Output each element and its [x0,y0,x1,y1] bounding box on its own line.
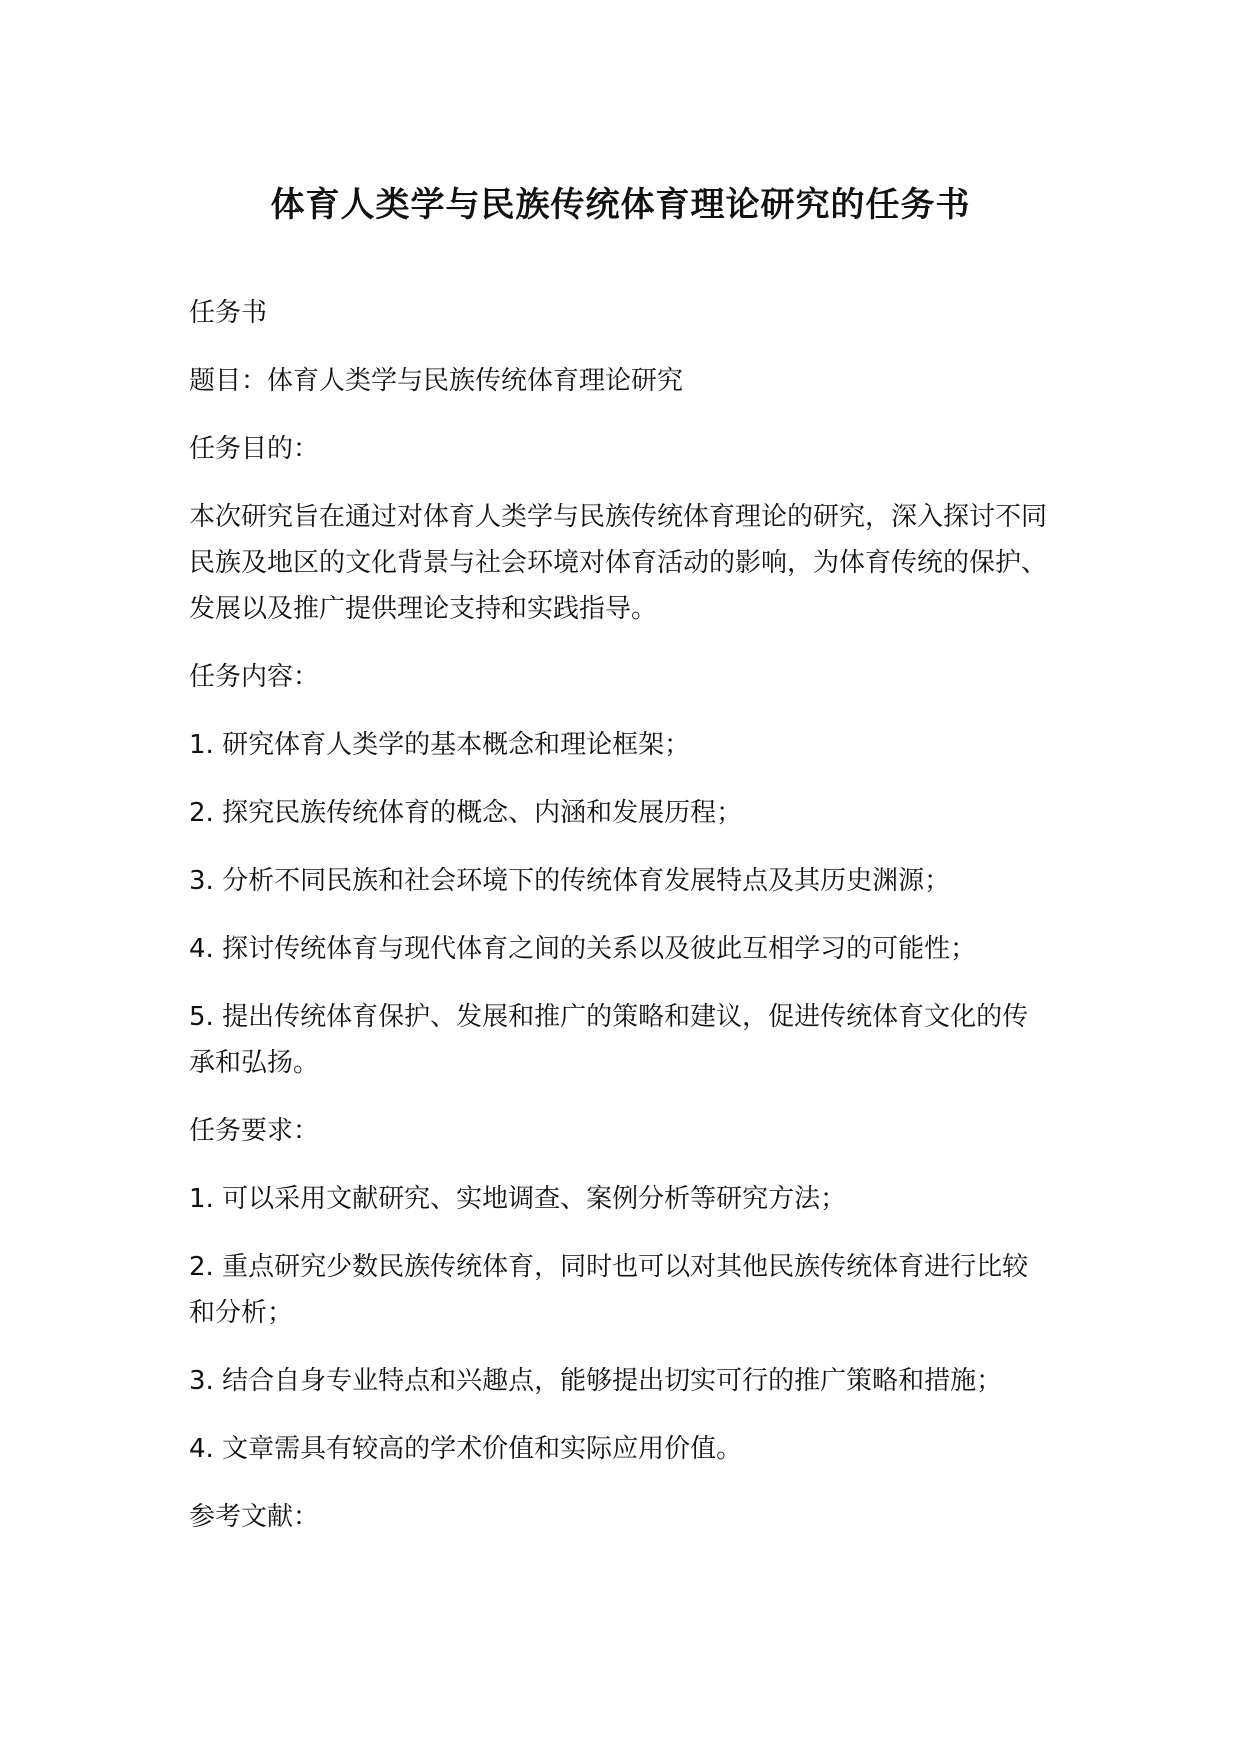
section-heading-requirements: 任务要求： [189,1116,320,1146]
content-item: 4. 探讨传统体育与现代体育之间的关系以及彼此互相学习的可能性； [189,934,977,964]
content-item: 3. 分析不同民族和社会环境下的传统体育发展特点及其历史渊源； [189,866,951,896]
requirement-item: 3. 结合自身专业特点和兴趣点，能够提出切实可行的推广策略和措施； [189,1366,1003,1396]
topic-line: 题目：体育人类学与民族传统体育理论研究 [189,366,684,396]
content-item: 5. 提出传统体育保护、发展和推广的策略和建议，促进传统体育文化的传承和弘扬。 [189,1002,1029,1078]
requirement-item: 4. 文章需具有较高的学术价值和实际应用价值。 [189,1434,743,1464]
section-heading-references: 参考文献： [189,1502,320,1532]
section-heading-purpose: 任务目的： [189,434,320,464]
requirement-item: 2. 重点研究少数民族传统体育，同时也可以对其他民族传统体育进行比较和分析； [189,1252,1029,1328]
content-item: 1. 研究体育人类学的基本概念和理论框架； [189,730,691,760]
purpose-paragraph: 本次研究旨在通过对体育人类学与民族传统体育理论的研究，深入探讨不同民族及地区的文化背景与社会环境对体育活动的影响，为体育传统的保护、发展以及推广提供理论支持和实践指导。 [189,502,1048,624]
requirement-item: 1. 可以采用文献研究、实地调查、案例分析等研究方法； [189,1184,847,1214]
document-title: 体育人类学与民族传统体育理论研究的任务书 [270,185,971,225]
heading-task-book: 任务书 [189,298,268,328]
document-body [189,290,1049,1562]
content-item: 2. 探究民族传统体育的概念、内涵和发展历程； [189,798,743,828]
section-heading-content: 任务内容： [189,662,320,692]
